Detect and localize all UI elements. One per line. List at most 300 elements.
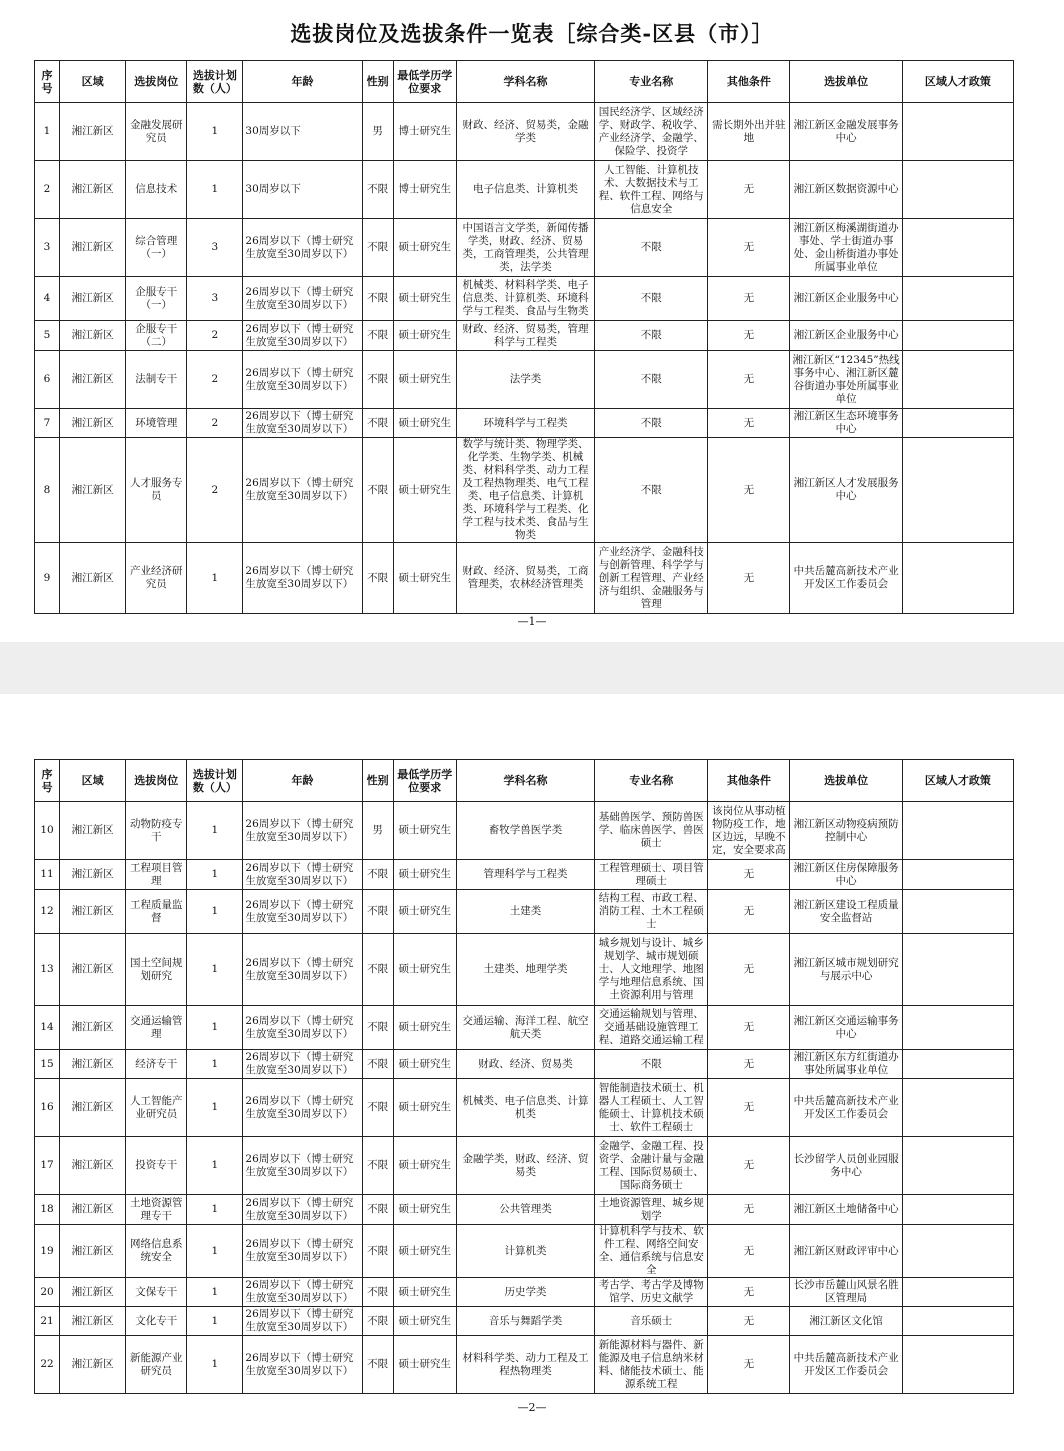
age-cell: 26周岁以下（博士研究生放宽至30周岁以下） bbox=[243, 860, 362, 890]
region-cell: 湘江新区 bbox=[60, 934, 126, 1006]
discipline-cell: 法学类 bbox=[456, 351, 594, 409]
column-header: 性别 bbox=[362, 760, 393, 802]
column-header: 选拔单位 bbox=[790, 760, 902, 802]
age-cell: 26周岁以下（博士研究生放宽至30周岁以下） bbox=[243, 277, 362, 321]
discipline-cell: 交通运输、海洋工程、航空航天类 bbox=[456, 1006, 594, 1050]
major-cell: 金融学、金融工程、投资学、金融计量与金融工程、国际贸易硕士、国际商务硕士 bbox=[595, 1137, 708, 1195]
other-conditions-cell: 无 bbox=[708, 543, 790, 614]
degree-cell: 硕士研究生 bbox=[393, 1137, 456, 1195]
major-cell: 基础兽医学、预防兽医学、临床兽医学、兽医硕士 bbox=[595, 802, 708, 860]
discipline-cell: 金融学类，财政、经济、贸易类 bbox=[456, 1137, 594, 1195]
row-number: 19 bbox=[35, 1225, 60, 1278]
row-number: 1 bbox=[35, 103, 60, 161]
major-cell: 不限 bbox=[595, 1050, 708, 1079]
major-cell: 产业经济学、金融科技与创新管理、科学学与创新工程管理、产业经济与组织、金融服务与管理 bbox=[595, 543, 708, 614]
discipline-cell: 管理科学与工程类 bbox=[456, 860, 594, 890]
plan-count-cell: 1 bbox=[187, 543, 243, 614]
degree-cell: 硕士研究生 bbox=[393, 1050, 456, 1079]
post-cell: 投资专干 bbox=[126, 1137, 187, 1195]
unit-cell: 湘江新区动物疫病预防控制中心 bbox=[790, 802, 902, 860]
column-header: 选拔单位 bbox=[790, 61, 902, 103]
discipline-cell: 公共管理类 bbox=[456, 1195, 594, 1225]
post-cell: 综合管理（一） bbox=[126, 219, 187, 277]
unit-cell: 湘江新区数据资源中心 bbox=[790, 161, 902, 219]
talent-policy-cell bbox=[902, 219, 1013, 277]
table-row bbox=[35, 1336, 1014, 1394]
discipline-cell: 土建类、地理学类 bbox=[456, 934, 594, 1006]
talent-policy-cell bbox=[902, 321, 1013, 351]
discipline-cell: 机械类、电子信息类、计算机类 bbox=[456, 1079, 594, 1137]
post-cell: 网络信息系统安全 bbox=[126, 1225, 187, 1278]
other-conditions-cell: 无 bbox=[708, 1307, 790, 1336]
other-conditions-cell: 无 bbox=[708, 860, 790, 890]
unit-cell: 湘江新区土地储备中心 bbox=[790, 1195, 902, 1225]
talent-policy-cell bbox=[902, 934, 1013, 1006]
discipline-cell: 财政、经济、贸易类，管理科学与工程类 bbox=[456, 321, 594, 351]
gender-cell: 不限 bbox=[362, 438, 393, 543]
unit-cell: 中共岳麓高新技术产业开发区工作委员会 bbox=[790, 543, 902, 614]
table-row bbox=[35, 321, 1014, 351]
talent-policy-cell bbox=[902, 890, 1013, 934]
major-cell: 计算机科学与技术、软件工程、网络空间安全、通信系统与信息安全 bbox=[595, 1225, 708, 1278]
degree-cell: 博士研究生 bbox=[393, 103, 456, 161]
talent-policy-cell bbox=[902, 161, 1013, 219]
talent-policy-cell bbox=[902, 1006, 1013, 1050]
region-cell: 湘江新区 bbox=[60, 103, 126, 161]
page-number: —1— bbox=[517, 615, 547, 628]
table-row bbox=[35, 219, 1014, 277]
table-row bbox=[35, 438, 1014, 543]
talent-policy-cell bbox=[902, 1050, 1013, 1079]
document-page-2 bbox=[0, 694, 1064, 1451]
column-header: 区域 bbox=[60, 61, 126, 103]
talent-policy-cell bbox=[902, 1336, 1013, 1394]
talent-policy-cell bbox=[902, 860, 1013, 890]
plan-count-cell: 2 bbox=[187, 321, 243, 351]
gender-cell: 不限 bbox=[362, 219, 393, 277]
gender-cell: 不限 bbox=[362, 1336, 393, 1394]
table-row bbox=[35, 1006, 1014, 1050]
region-cell: 湘江新区 bbox=[60, 543, 126, 614]
major-cell: 国民经济学、区域经济学、财政学、税收学、产业经济学、金融学、保险学、投资学 bbox=[595, 103, 708, 161]
row-number: 5 bbox=[35, 321, 60, 351]
gender-cell: 男 bbox=[362, 103, 393, 161]
post-cell: 环境管理 bbox=[126, 409, 187, 438]
post-cell: 工程项目管理 bbox=[126, 860, 187, 890]
column-header: 选拔岗位 bbox=[126, 760, 187, 802]
post-cell: 文保专干 bbox=[126, 1278, 187, 1307]
gender-cell: 不限 bbox=[362, 351, 393, 409]
discipline-cell: 计算机类 bbox=[456, 1225, 594, 1278]
other-conditions-cell: 无 bbox=[708, 438, 790, 543]
row-number: 14 bbox=[35, 1006, 60, 1050]
column-header: 选拔计划数（人） bbox=[187, 760, 243, 802]
major-cell: 土地资源管理、城乡规划学 bbox=[595, 1195, 708, 1225]
row-number: 3 bbox=[35, 219, 60, 277]
other-conditions-cell: 无 bbox=[708, 1278, 790, 1307]
gender-cell: 不限 bbox=[362, 161, 393, 219]
column-header: 其他条件 bbox=[708, 760, 790, 802]
talent-policy-cell bbox=[902, 438, 1013, 543]
plan-count-cell: 1 bbox=[187, 1225, 243, 1278]
unit-cell: 中共岳麓高新技术产业开发区工作委员会 bbox=[790, 1336, 902, 1394]
row-number: 18 bbox=[35, 1195, 60, 1225]
degree-cell: 硕士研究生 bbox=[393, 351, 456, 409]
unit-cell: 湘江新区“12345”热线事务中心、湘江新区麓谷街道办事处所属事业单位 bbox=[790, 351, 902, 409]
table-row bbox=[35, 860, 1014, 890]
major-cell: 不限 bbox=[595, 351, 708, 409]
column-header: 专业名称 bbox=[595, 61, 708, 103]
page-number: —2— bbox=[517, 1401, 547, 1414]
column-header: 区域人才政策 bbox=[902, 61, 1013, 103]
degree-cell: 硕士研究生 bbox=[393, 802, 456, 860]
unit-cell: 湘江新区城市规划研究与展示中心 bbox=[790, 934, 902, 1006]
unit-cell: 湘江新区企业服务中心 bbox=[790, 277, 902, 321]
column-header: 专业名称 bbox=[595, 760, 708, 802]
gender-cell: 不限 bbox=[362, 543, 393, 614]
talent-policy-cell bbox=[902, 1307, 1013, 1336]
column-header: 其他条件 bbox=[708, 61, 790, 103]
region-cell: 湘江新区 bbox=[60, 321, 126, 351]
table-row bbox=[35, 1278, 1014, 1307]
table-row bbox=[35, 351, 1014, 409]
plan-count-cell: 1 bbox=[187, 103, 243, 161]
discipline-cell: 音乐与舞蹈学类 bbox=[456, 1307, 594, 1336]
other-conditions-cell: 该岗位从事动植物防疫工作，地区边远，早晚不定，安全要求高 bbox=[708, 802, 790, 860]
unit-cell: 长沙市岳麓山风景名胜区管理局 bbox=[790, 1278, 902, 1307]
discipline-cell: 财政、经济、贸易类，金融学类 bbox=[456, 103, 594, 161]
talent-policy-cell bbox=[902, 543, 1013, 614]
plan-count-cell: 2 bbox=[187, 351, 243, 409]
other-conditions-cell: 无 bbox=[708, 161, 790, 219]
plan-count-cell: 2 bbox=[187, 438, 243, 543]
plan-count-cell: 1 bbox=[187, 1336, 243, 1394]
age-cell: 26周岁以下（博士研究生放宽至30周岁以下） bbox=[243, 1278, 362, 1307]
column-header: 序号 bbox=[35, 61, 60, 103]
row-number: 16 bbox=[35, 1079, 60, 1137]
age-cell: 26周岁以下（博士研究生放宽至30周岁以下） bbox=[243, 409, 362, 438]
other-conditions-cell: 无 bbox=[708, 934, 790, 1006]
gender-cell: 不限 bbox=[362, 1195, 393, 1225]
row-number: 2 bbox=[35, 161, 60, 219]
region-cell: 湘江新区 bbox=[60, 438, 126, 543]
unit-cell: 长沙留学人员创业园服务中心 bbox=[790, 1137, 902, 1195]
page-title: 选拔岗位及选拔条件一览表［综合类-区县（市）］ bbox=[290, 21, 774, 46]
other-conditions-cell: 无 bbox=[708, 890, 790, 934]
age-cell: 26周岁以下（博士研究生放宽至30周岁以下） bbox=[243, 321, 362, 351]
discipline-cell: 土建类 bbox=[456, 890, 594, 934]
other-conditions-cell: 无 bbox=[708, 1137, 790, 1195]
plan-count-cell: 1 bbox=[187, 1137, 243, 1195]
region-cell: 湘江新区 bbox=[60, 1050, 126, 1079]
plan-count-cell: 1 bbox=[187, 161, 243, 219]
post-cell: 文化专干 bbox=[126, 1307, 187, 1336]
gender-cell: 不限 bbox=[362, 409, 393, 438]
degree-cell: 硕士研究生 bbox=[393, 219, 456, 277]
row-number: 17 bbox=[35, 1137, 60, 1195]
plan-count-cell: 1 bbox=[187, 802, 243, 860]
other-conditions-cell: 无 bbox=[708, 277, 790, 321]
gender-cell: 不限 bbox=[362, 1137, 393, 1195]
plan-count-cell: 2 bbox=[187, 409, 243, 438]
age-cell: 26周岁以下（博士研究生放宽至30周岁以下） bbox=[243, 1137, 362, 1195]
degree-cell: 硕士研究生 bbox=[393, 934, 456, 1006]
column-header: 选拔计划数（人） bbox=[187, 61, 243, 103]
major-cell: 人工智能、计算机技术、大数据技术与工程、软件工程、网络与信息安全 bbox=[595, 161, 708, 219]
major-cell: 工程管理硕士、项目管理硕士 bbox=[595, 860, 708, 890]
age-cell: 26周岁以下（博士研究生放宽至30周岁以下） bbox=[243, 219, 362, 277]
table-row bbox=[35, 890, 1014, 934]
age-cell: 26周岁以下（博士研究生放宽至30周岁以下） bbox=[243, 1307, 362, 1336]
region-cell: 湘江新区 bbox=[60, 1336, 126, 1394]
discipline-cell: 电子信息类、计算机类 bbox=[456, 161, 594, 219]
unit-cell: 湘江新区住房保障服务中心 bbox=[790, 860, 902, 890]
talent-policy-cell bbox=[902, 1137, 1013, 1195]
discipline-cell: 财政、经济、贸易类，工商管理类，农林经济管理类 bbox=[456, 543, 594, 614]
age-cell: 26周岁以下（博士研究生放宽至30周岁以下） bbox=[243, 438, 362, 543]
column-header: 学科名称 bbox=[456, 61, 594, 103]
unit-cell: 湘江新区金融发展事务中心 bbox=[790, 103, 902, 161]
plan-count-cell: 1 bbox=[187, 1050, 243, 1079]
age-cell: 26周岁以下（博士研究生放宽至30周岁以下） bbox=[243, 890, 362, 934]
column-header: 序号 bbox=[35, 760, 60, 802]
degree-cell: 硕士研究生 bbox=[393, 1225, 456, 1278]
column-header: 区域 bbox=[60, 760, 126, 802]
major-cell: 不限 bbox=[595, 321, 708, 351]
gender-cell: 不限 bbox=[362, 860, 393, 890]
table-row bbox=[35, 277, 1014, 321]
region-cell: 湘江新区 bbox=[60, 351, 126, 409]
column-header: 年龄 bbox=[243, 760, 362, 802]
row-number: 8 bbox=[35, 438, 60, 543]
age-cell: 26周岁以下（博士研究生放宽至30周岁以下） bbox=[243, 1225, 362, 1278]
region-cell: 湘江新区 bbox=[60, 1195, 126, 1225]
discipline-cell: 历史学类 bbox=[456, 1278, 594, 1307]
plan-count-cell: 3 bbox=[187, 219, 243, 277]
degree-cell: 硕士研究生 bbox=[393, 321, 456, 351]
post-cell: 国土空间规划研究 bbox=[126, 934, 187, 1006]
table-row bbox=[35, 1225, 1014, 1278]
gender-cell: 不限 bbox=[362, 1050, 393, 1079]
post-cell: 人才服务专员 bbox=[126, 438, 187, 543]
other-conditions-cell: 无 bbox=[708, 409, 790, 438]
age-cell: 26周岁以下（博士研究生放宽至30周岁以下） bbox=[243, 934, 362, 1006]
gender-cell: 不限 bbox=[362, 934, 393, 1006]
gender-cell: 不限 bbox=[362, 277, 393, 321]
degree-cell: 硕士研究生 bbox=[393, 1006, 456, 1050]
talent-policy-cell bbox=[902, 1195, 1013, 1225]
region-cell: 湘江新区 bbox=[60, 409, 126, 438]
major-cell: 交通运输规划与管理、交通基础设施管理工程、道路交通运输工程 bbox=[595, 1006, 708, 1050]
other-conditions-cell: 无 bbox=[708, 1079, 790, 1137]
row-number: 7 bbox=[35, 409, 60, 438]
region-cell: 湘江新区 bbox=[60, 1278, 126, 1307]
table-header-row bbox=[35, 760, 1014, 802]
row-number: 10 bbox=[35, 802, 60, 860]
gender-cell: 男 bbox=[362, 802, 393, 860]
talent-policy-cell bbox=[902, 277, 1013, 321]
age-cell: 26周岁以下（博士研究生放宽至30周岁以下） bbox=[243, 802, 362, 860]
table-row bbox=[35, 103, 1014, 161]
unit-cell: 湘江新区人才发展服务中心 bbox=[790, 438, 902, 543]
major-cell: 不限 bbox=[595, 219, 708, 277]
post-cell: 新能源产业研究员 bbox=[126, 1336, 187, 1394]
degree-cell: 硕士研究生 bbox=[393, 1079, 456, 1137]
row-number: 13 bbox=[35, 934, 60, 1006]
column-header: 选拔岗位 bbox=[126, 61, 187, 103]
unit-cell: 湘江新区梅溪湖街道办事处、学士街道办事处、金山桥街道办事处所属事业单位 bbox=[790, 219, 902, 277]
gender-cell: 不限 bbox=[362, 1225, 393, 1278]
post-cell: 人工智能产业研究员 bbox=[126, 1079, 187, 1137]
talent-policy-cell bbox=[902, 1225, 1013, 1278]
positions-table-page-1 bbox=[34, 60, 1014, 614]
talent-policy-cell bbox=[902, 1278, 1013, 1307]
major-cell: 不限 bbox=[595, 438, 708, 543]
plan-count-cell: 1 bbox=[187, 890, 243, 934]
talent-policy-cell bbox=[902, 1079, 1013, 1137]
gender-cell: 不限 bbox=[362, 1307, 393, 1336]
region-cell: 湘江新区 bbox=[60, 1079, 126, 1137]
table-row bbox=[35, 1050, 1014, 1079]
region-cell: 湘江新区 bbox=[60, 161, 126, 219]
degree-cell: 博士研究生 bbox=[393, 161, 456, 219]
column-header: 学科名称 bbox=[456, 760, 594, 802]
table-row bbox=[35, 1137, 1014, 1195]
age-cell: 30周岁以下 bbox=[243, 103, 362, 161]
row-number: 21 bbox=[35, 1307, 60, 1336]
post-cell: 交通运输管理 bbox=[126, 1006, 187, 1050]
age-cell: 26周岁以下（博士研究生放宽至30周岁以下） bbox=[243, 543, 362, 614]
post-cell: 动物防疫专干 bbox=[126, 802, 187, 860]
gender-cell: 不限 bbox=[362, 1278, 393, 1307]
other-conditions-cell: 无 bbox=[708, 351, 790, 409]
column-header: 年龄 bbox=[243, 61, 362, 103]
major-cell: 不限 bbox=[595, 277, 708, 321]
discipline-cell: 中国语言文学类，新闻传播学类，财政、经济、贸易类，工商管理类，公共管理类，法学类 bbox=[456, 219, 594, 277]
age-cell: 26周岁以下（博士研究生放宽至30周岁以下） bbox=[243, 1050, 362, 1079]
region-cell: 湘江新区 bbox=[60, 1307, 126, 1336]
region-cell: 湘江新区 bbox=[60, 277, 126, 321]
major-cell: 新能源材料与器件、新能源及电子信息纳米材料、储能技术硕士、能源系统工程 bbox=[595, 1336, 708, 1394]
plan-count-cell: 1 bbox=[187, 1195, 243, 1225]
region-cell: 湘江新区 bbox=[60, 1225, 126, 1278]
region-cell: 湘江新区 bbox=[60, 890, 126, 934]
gender-cell: 不限 bbox=[362, 321, 393, 351]
other-conditions-cell: 无 bbox=[708, 1195, 790, 1225]
plan-count-cell: 1 bbox=[187, 860, 243, 890]
degree-cell: 硕士研究生 bbox=[393, 1307, 456, 1336]
table-row bbox=[35, 934, 1014, 1006]
talent-policy-cell bbox=[902, 351, 1013, 409]
post-cell: 企服专干（二） bbox=[126, 321, 187, 351]
table-row bbox=[35, 161, 1014, 219]
degree-cell: 硕士研究生 bbox=[393, 543, 456, 614]
row-number: 11 bbox=[35, 860, 60, 890]
table-row bbox=[35, 543, 1014, 614]
degree-cell: 硕士研究生 bbox=[393, 277, 456, 321]
gender-cell: 不限 bbox=[362, 1079, 393, 1137]
column-header: 性别 bbox=[362, 61, 393, 103]
degree-cell: 硕士研究生 bbox=[393, 409, 456, 438]
unit-cell: 湘江新区东方红街道办事处所属事业单位 bbox=[790, 1050, 902, 1079]
talent-policy-cell bbox=[902, 103, 1013, 161]
plan-count-cell: 1 bbox=[187, 1079, 243, 1137]
unit-cell: 湘江新区交通运输事务中心 bbox=[790, 1006, 902, 1050]
major-cell: 考古学、考古学及博物馆学、历史文献学 bbox=[595, 1278, 708, 1307]
post-cell: 经济专干 bbox=[126, 1050, 187, 1079]
table-row bbox=[35, 1079, 1014, 1137]
page-separator bbox=[0, 642, 1064, 694]
plan-count-cell: 1 bbox=[187, 1307, 243, 1336]
table-row bbox=[35, 1307, 1014, 1336]
discipline-cell: 环境科学与工程类 bbox=[456, 409, 594, 438]
plan-count-cell: 3 bbox=[187, 277, 243, 321]
gender-cell: 不限 bbox=[362, 1006, 393, 1050]
document-page-1 bbox=[0, 0, 1064, 642]
region-cell: 湘江新区 bbox=[60, 802, 126, 860]
region-cell: 湘江新区 bbox=[60, 219, 126, 277]
other-conditions-cell: 无 bbox=[708, 1006, 790, 1050]
age-cell: 26周岁以下（博士研究生放宽至30周岁以下） bbox=[243, 1336, 362, 1394]
table-row bbox=[35, 1195, 1014, 1225]
discipline-cell: 财政、经济、贸易类 bbox=[456, 1050, 594, 1079]
other-conditions-cell: 无 bbox=[708, 1050, 790, 1079]
degree-cell: 硕士研究生 bbox=[393, 1195, 456, 1225]
major-cell: 城乡规划与设计、城乡规划学、城市规划硕士、人文地理学、地图学与地理信息系统、国土资源利用与管理 bbox=[595, 934, 708, 1006]
row-number: 4 bbox=[35, 277, 60, 321]
row-number: 15 bbox=[35, 1050, 60, 1079]
discipline-cell: 材料科学类、动力工程及工程热物理类 bbox=[456, 1336, 594, 1394]
post-cell: 工程质量监督 bbox=[126, 890, 187, 934]
discipline-cell: 机械类、材料科学类、电子信息类、计算机类、环境科学与工程类、食品与生物类 bbox=[456, 277, 594, 321]
major-cell: 不限 bbox=[595, 409, 708, 438]
column-header: 区域人才政策 bbox=[902, 760, 1013, 802]
plan-count-cell: 1 bbox=[187, 934, 243, 1006]
discipline-cell: 数学与统计类、物理学类、化学类、生物学类、机械类、材料科学类、动力工程及工程热物理类、电气工程类、电子信息类、计算机类、环境科学与工程类、化学工程与技术类、食品与生物类 bbox=[456, 438, 594, 543]
major-cell: 结构工程、市政工程、消防工程、土木工程硕士 bbox=[595, 890, 708, 934]
degree-cell: 硕士研究生 bbox=[393, 860, 456, 890]
talent-policy-cell bbox=[902, 802, 1013, 860]
region-cell: 湘江新区 bbox=[60, 1137, 126, 1195]
major-cell: 智能制造技术硕士、机器人工程硕士、人工智能硕士、计算机技术硕士、软件工程硕士 bbox=[595, 1079, 708, 1137]
post-cell: 企服专干（一） bbox=[126, 277, 187, 321]
discipline-cell: 畜牧学兽医学类 bbox=[456, 802, 594, 860]
unit-cell: 湘江新区财政评审中心 bbox=[790, 1225, 902, 1278]
unit-cell: 中共岳麓高新技术产业开发区工作委员会 bbox=[790, 1079, 902, 1137]
post-cell: 产业经济研究员 bbox=[126, 543, 187, 614]
degree-cell: 硕士研究生 bbox=[393, 1278, 456, 1307]
degree-cell: 硕士研究生 bbox=[393, 1336, 456, 1394]
talent-policy-cell bbox=[902, 409, 1013, 438]
column-header: 最低学历学位要求 bbox=[393, 760, 456, 802]
other-conditions-cell: 无 bbox=[708, 219, 790, 277]
region-cell: 湘江新区 bbox=[60, 860, 126, 890]
degree-cell: 硕士研究生 bbox=[393, 890, 456, 934]
plan-count-cell: 1 bbox=[187, 1006, 243, 1050]
age-cell: 26周岁以下（博士研究生放宽至30周岁以下） bbox=[243, 1079, 362, 1137]
row-number: 12 bbox=[35, 890, 60, 934]
gender-cell: 不限 bbox=[362, 890, 393, 934]
positions-table-page-2 bbox=[34, 759, 1014, 1394]
other-conditions-cell: 无 bbox=[708, 321, 790, 351]
other-conditions-cell: 无 bbox=[708, 1225, 790, 1278]
row-number: 22 bbox=[35, 1336, 60, 1394]
age-cell: 30周岁以下 bbox=[243, 161, 362, 219]
region-cell: 湘江新区 bbox=[60, 1006, 126, 1050]
other-conditions-cell: 需长期外出并驻地 bbox=[708, 103, 790, 161]
unit-cell: 湘江新区建设工程质量安全监督站 bbox=[790, 890, 902, 934]
degree-cell: 硕士研究生 bbox=[393, 438, 456, 543]
